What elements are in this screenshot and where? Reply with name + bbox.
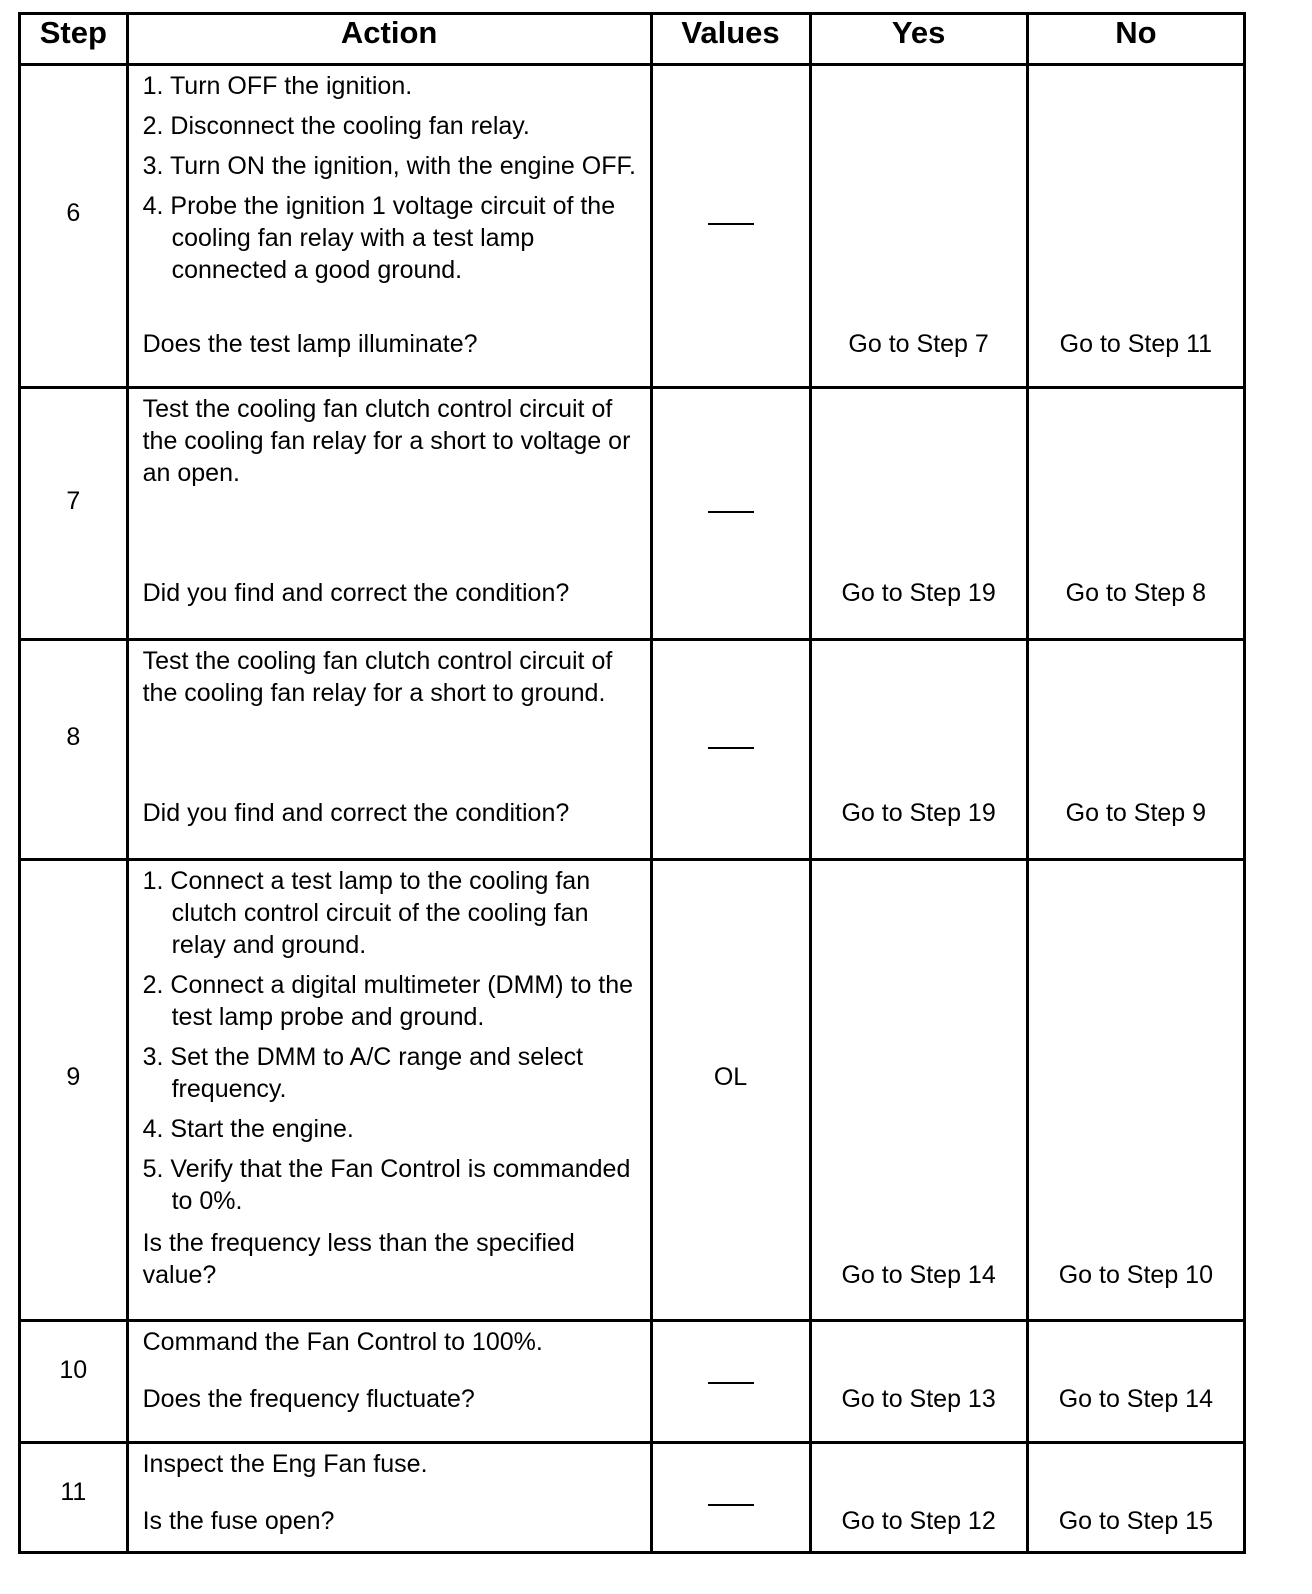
values-cell — [651, 388, 810, 640]
header-step: Step — [20, 14, 128, 65]
values-cell — [651, 1321, 810, 1443]
action-item: 4. Start the engine. — [142, 1115, 354, 1143]
action-item: 2. Connect a digital multimeter (DMM) to the test lamp probe and ground. — [142, 971, 634, 1031]
header-action: Action — [127, 14, 651, 65]
yes-cell — [810, 388, 1027, 640]
action-cell — [127, 1443, 651, 1553]
no-goto: Go to Step 8 — [1065, 579, 1207, 607]
yes-cell — [810, 1321, 1027, 1443]
header-values: Values — [651, 14, 810, 65]
step-number: 8 — [66, 723, 81, 751]
value-dash — [708, 511, 754, 513]
value-dash — [708, 1382, 754, 1384]
step-number: 11 — [60, 1478, 87, 1506]
action-text: Test the cooling fan clutch control circuit of the cooling fan relay for a short to voltage or an open. — [142, 395, 631, 487]
no-goto: Go to Step 10 — [1058, 1261, 1213, 1289]
step-number: 6 — [66, 199, 81, 227]
step-cell — [20, 1443, 128, 1553]
step-cell — [20, 65, 128, 388]
action-text: Command the Fan Control to 100%. — [142, 1328, 543, 1356]
step-cell — [20, 388, 128, 640]
yes-goto: Go to Step 7 — [848, 330, 989, 358]
action-item: 2. Disconnect the cooling fan relay. — [142, 112, 530, 140]
action-item: 3. Set the DMM to A/C range and select frequency. — [142, 1043, 584, 1103]
action-cell — [127, 65, 651, 388]
action-question: Did you find and correct the condition? — [142, 799, 570, 827]
no-goto: Go to Step 15 — [1058, 1507, 1213, 1535]
table-row — [20, 1321, 1245, 1443]
no-cell — [1027, 1321, 1244, 1443]
step-cell — [20, 860, 128, 1321]
action-cell — [127, 640, 651, 860]
value-dash — [708, 747, 754, 749]
action-question: Is the fuse open? — [142, 1507, 335, 1535]
no-cell — [1027, 65, 1244, 388]
yes-cell — [810, 65, 1027, 388]
action-item: 1. Connect a test lamp to the cooling fan clutch control circuit of the cooling fan relay and ground. — [142, 867, 591, 959]
action-question: Does the frequency fluctuate? — [142, 1385, 475, 1413]
table-row — [20, 640, 1245, 860]
values-cell — [651, 65, 810, 388]
values-cell — [651, 1443, 810, 1553]
no-goto: Go to Step 14 — [1058, 1385, 1213, 1413]
yes-cell — [810, 640, 1027, 860]
yes-cell — [810, 860, 1027, 1321]
action-item: 1. Turn OFF the ignition. — [142, 72, 413, 100]
step-number: 7 — [66, 487, 81, 515]
action-question: Does the test lamp illuminate? — [142, 330, 478, 358]
no-cell — [1027, 1443, 1244, 1553]
step-cell — [20, 1321, 128, 1443]
action-item: 4. Probe the ignition 1 voltage circuit of the cooling fan relay with a test lamp connected a good ground. — [142, 192, 616, 284]
action-list — [143, 70, 640, 286]
step-number: 10 — [59, 1356, 88, 1384]
yes-goto: Go to Step 19 — [841, 579, 996, 607]
step-cell — [20, 640, 128, 860]
header-row — [20, 14, 1245, 65]
value-dash — [708, 1504, 754, 1506]
yes-goto: Go to Step 14 — [841, 1261, 996, 1289]
action-cell — [127, 860, 651, 1321]
action-cell — [127, 1321, 651, 1443]
diagnostic-table — [18, 12, 1246, 1554]
action-cell — [127, 388, 651, 640]
step-number: 9 — [66, 1063, 81, 1091]
no-cell — [1027, 860, 1244, 1321]
no-goto: Go to Step 11 — [1059, 330, 1213, 358]
action-list — [143, 865, 640, 1217]
value-dash — [708, 223, 754, 225]
no-cell — [1027, 388, 1244, 640]
yes-goto: Go to Step 19 — [841, 799, 996, 827]
table-row — [20, 388, 1245, 640]
yes-cell — [810, 1443, 1027, 1553]
no-goto: Go to Step 9 — [1065, 799, 1207, 827]
action-item: 3. Turn ON the ignition, with the engine OFF. — [142, 152, 636, 180]
header-yes: Yes — [810, 14, 1027, 65]
values-cell — [651, 860, 810, 1321]
header-no: No — [1027, 14, 1244, 65]
action-question: Is the frequency less than the specified value? — [142, 1229, 575, 1289]
table-row — [20, 1443, 1245, 1553]
action-text: Inspect the Eng Fan fuse. — [142, 1450, 428, 1478]
value-text: OL — [713, 1063, 748, 1091]
action-text: Test the cooling fan clutch control circuit of the cooling fan relay for a short to ground. — [142, 647, 613, 707]
yes-goto: Go to Step 13 — [841, 1385, 996, 1413]
table-row — [20, 65, 1245, 388]
table-row — [20, 860, 1245, 1321]
action-item: 5. Verify that the Fan Control is commanded to 0%. — [142, 1155, 631, 1215]
yes-goto: Go to Step 12 — [841, 1507, 996, 1535]
action-question: Did you find and correct the condition? — [142, 579, 570, 607]
no-cell — [1027, 640, 1244, 860]
values-cell — [651, 640, 810, 860]
